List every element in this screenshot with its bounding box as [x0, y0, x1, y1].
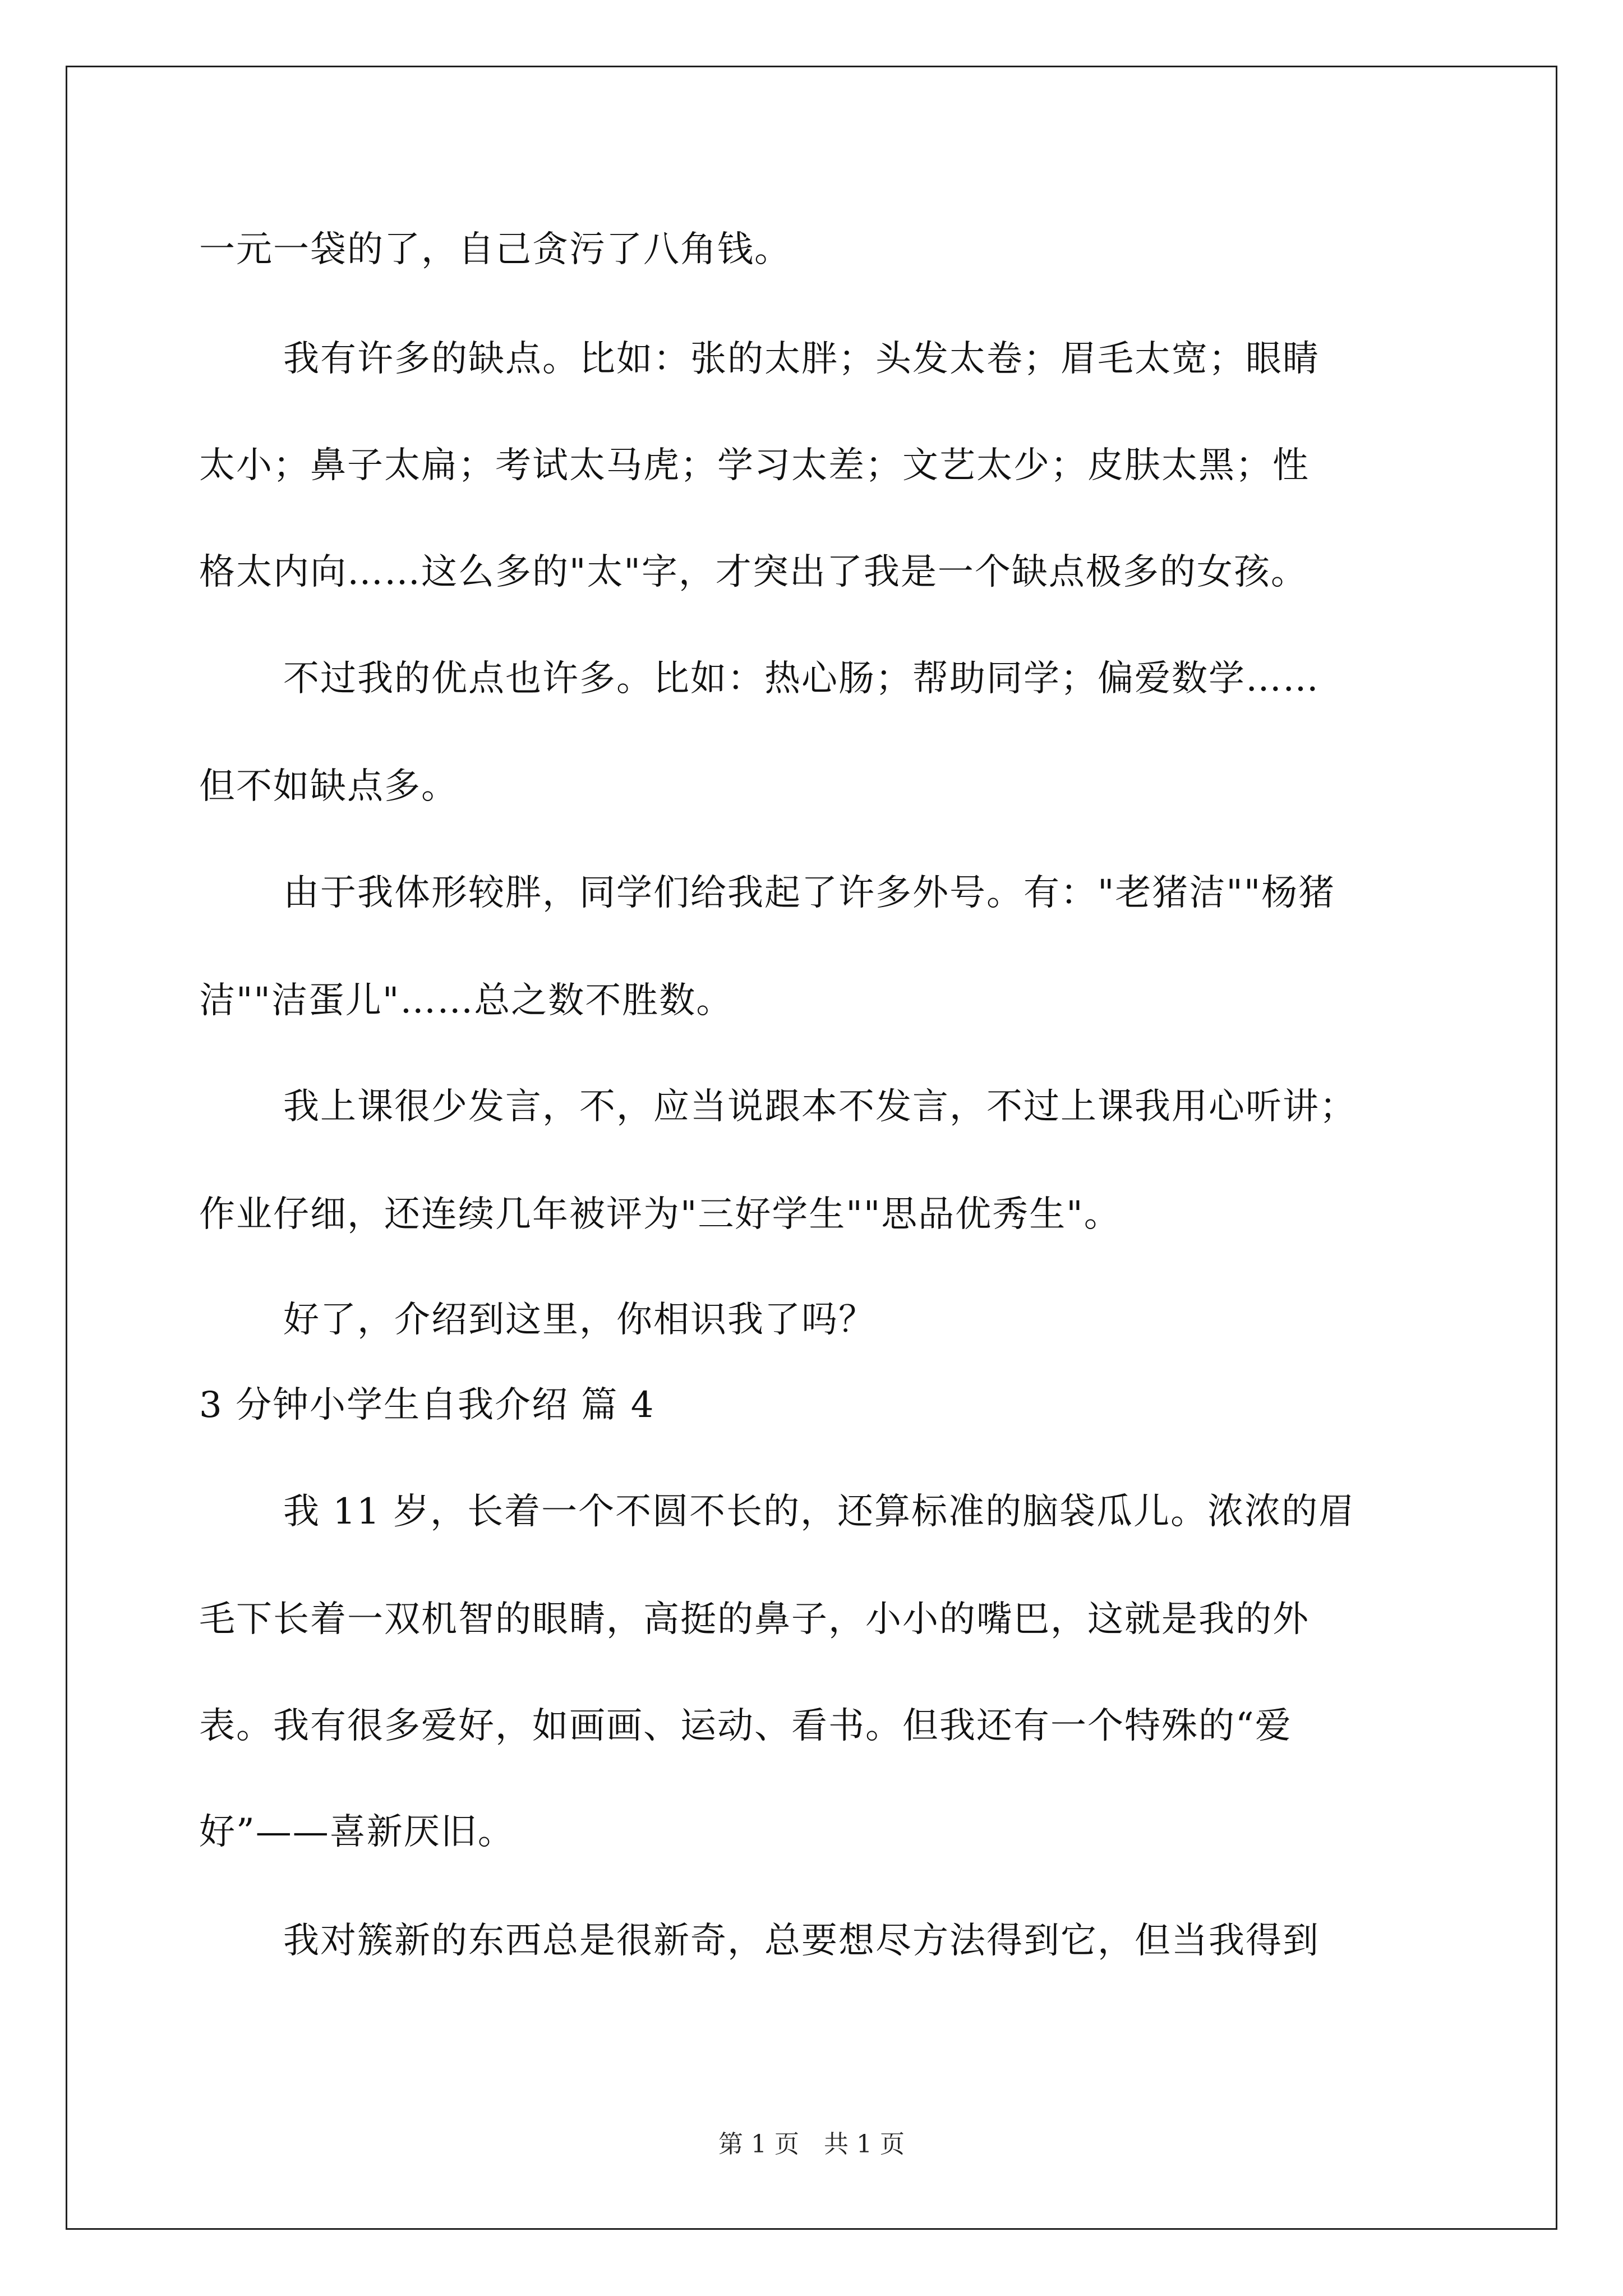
paragraph-line: 我 11 岁，长着一个不圆不长的，还算标准的脑袋瓜儿。浓浓的眉 [283, 1491, 1356, 1533]
paragraph-line: 但不如缺点多。 [199, 766, 458, 807]
paragraph-line: 作业仔细，还连续几年被评为"三好学生""思品优秀生"。 [199, 1194, 1121, 1235]
paragraph-line: 由于我体形较胖，同学们给我起了许多外号。有："老猪洁""杨猪 [283, 872, 1336, 914]
page-border [66, 66, 1557, 2230]
paragraph-line: 表。我有很多爱好，如画画、运动、看书。但我还有一个特殊的“爱 [199, 1705, 1292, 1747]
paragraph-line: 格太内向……这么多的"太"字，才突出了我是一个缺点极多的女孩。 [199, 551, 1308, 593]
paragraph-line: 我上课很少发言，不，应当说跟本不发言，不过上课我用心听讲； [283, 1086, 1357, 1128]
page-number-footer: 第 1 页 共 1 页 [718, 2130, 905, 2159]
paragraph-line: 我有许多的缺点。比如：张的太胖；头发太卷；眉毛太宽；眼睛 [283, 338, 1320, 380]
paragraph-line: 好了，介绍到这里，你相识我了吗？ [283, 1299, 875, 1341]
paragraph-line: 毛下长着一双机智的眼睛，高挺的鼻子，小小的嘴巴，这就是我的外 [199, 1599, 1310, 1640]
paragraph-line: 我对簇新的东西总是很新奇，总要想尽方法得到它，但当我得到 [283, 1920, 1320, 1962]
paragraph-line: 洁""洁蛋儿"……总之数不胜数。 [199, 980, 734, 1022]
paragraph-line: 不过我的优点也许多。比如：热心肠；帮助同学；偏爱数学…… [283, 658, 1320, 700]
paragraph-line: 一元一袋的了，自己贪污了八角钱。 [199, 229, 791, 270]
section-heading: 3 分钟小学生自我介绍 篇 4 [199, 1384, 655, 1426]
paragraph-line: 太小；鼻子太扁；考试太马虎；学习太差；文艺太少；皮肤太黑；性 [199, 445, 1310, 486]
paragraph-line: 好”——喜新厌旧。 [199, 1811, 515, 1853]
